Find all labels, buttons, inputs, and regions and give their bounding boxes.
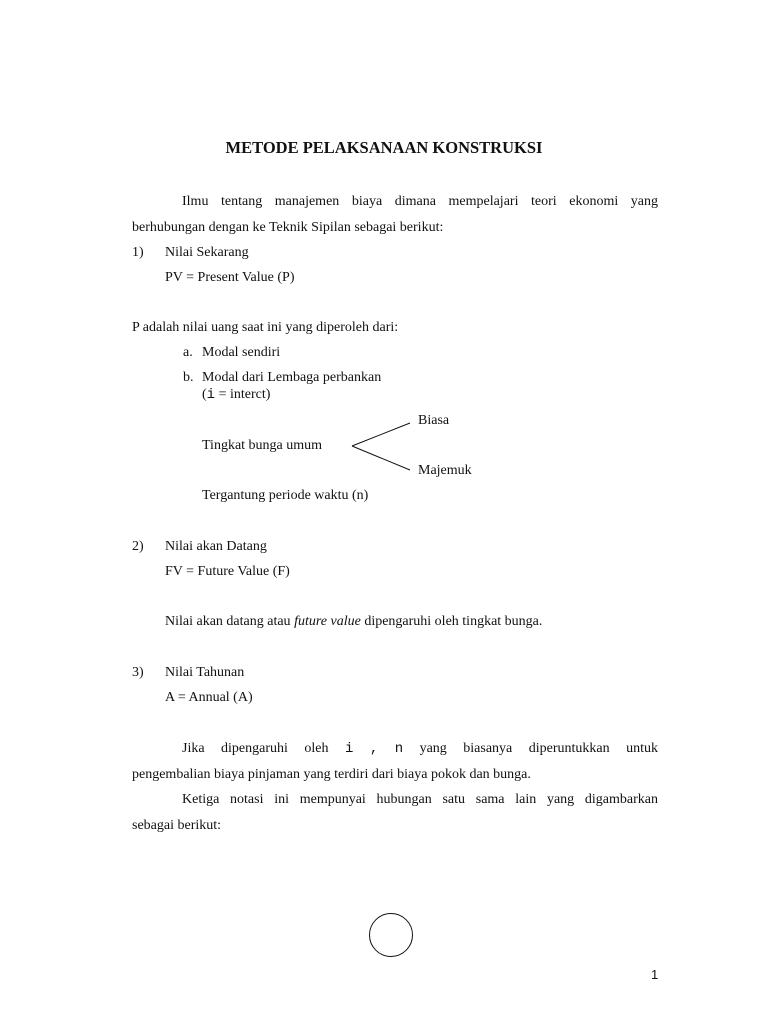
branch-top-label: Biasa bbox=[418, 413, 450, 428]
source-b-text: Modal dari Lembaga perbankan bbox=[202, 370, 382, 385]
section-1-heading: Nilai Sekarang bbox=[165, 245, 249, 260]
symbol-i: i bbox=[344, 741, 354, 757]
period-note: Tergantung periode waktu (n) bbox=[202, 488, 369, 503]
symbol-comma: , bbox=[369, 741, 379, 757]
future-note-before: Nilai akan datang atau bbox=[165, 614, 295, 629]
future-note-after: dipengaruhi oleh tingkat bunga. bbox=[360, 614, 543, 629]
future-note-italic: future value bbox=[294, 614, 361, 629]
influence-word: dipengaruhi bbox=[221, 741, 288, 756]
section-1-formula: PV = Present Value (P) bbox=[165, 270, 295, 285]
section-2-number: 2) bbox=[132, 539, 144, 554]
influence-line-1 bbox=[182, 742, 658, 756]
section-3-formula: A = Annual (A) bbox=[165, 690, 253, 705]
intro-line-2: berhubungan dengan ke Teknik Sipilan sebagai berikut: bbox=[132, 220, 444, 235]
section-2-formula: FV = Future Value (F) bbox=[165, 564, 290, 579]
influence-line-2: pengembalian biaya pinjaman yang terdiri dari biaya pokok dan bunga. bbox=[132, 767, 531, 782]
influence-word: oleh bbox=[304, 741, 329, 756]
interest-note-rest: = interct) bbox=[215, 387, 271, 402]
influence-word: yang bbox=[419, 741, 447, 756]
relation-line-1: Ketiga notasi ini mempunyai hubungan satu sama lain yang digambarkan bbox=[182, 792, 658, 807]
section-2-heading: Nilai akan Datang bbox=[165, 539, 267, 554]
influence-word: diperuntukkan bbox=[528, 741, 610, 756]
source-b-marker: b. bbox=[183, 370, 194, 385]
branch-line-bottom bbox=[352, 446, 410, 470]
interest-symbol: i bbox=[206, 387, 216, 403]
influence-word: Jika bbox=[182, 741, 205, 756]
branch-lines bbox=[346, 418, 416, 474]
interest-note bbox=[202, 388, 270, 402]
section-3-number: 3) bbox=[132, 665, 144, 680]
influence-word: untuk bbox=[626, 741, 658, 756]
influence-word: biasanya bbox=[463, 741, 513, 756]
document-title: METODE PELAKSANAAN KONSTRUKSI bbox=[225, 138, 543, 157]
branch-line-top bbox=[352, 423, 410, 446]
footer-circle bbox=[369, 913, 413, 957]
page-number: 1 bbox=[651, 967, 659, 982]
symbol-n: n bbox=[394, 741, 404, 757]
section-1-number: 1) bbox=[132, 245, 144, 260]
relation-line-2: sebagai berikut: bbox=[132, 818, 222, 833]
interest-note-open: ( bbox=[202, 387, 207, 402]
section-3-heading: Nilai Tahunan bbox=[165, 665, 245, 680]
source-a-marker: a. bbox=[183, 345, 193, 360]
source-a-text: Modal sendiri bbox=[202, 345, 281, 360]
interest-tree-root: Tingkat bunga umum bbox=[202, 438, 323, 453]
branch-bottom-label: Majemuk bbox=[418, 463, 472, 478]
future-note bbox=[165, 615, 542, 629]
intro-line-1: Ilmu tentang manajemen biaya dimana mempelajari teori ekonomi yang bbox=[182, 194, 658, 209]
p-definition: P adalah nilai uang saat ini yang diperoleh dari: bbox=[132, 320, 399, 335]
